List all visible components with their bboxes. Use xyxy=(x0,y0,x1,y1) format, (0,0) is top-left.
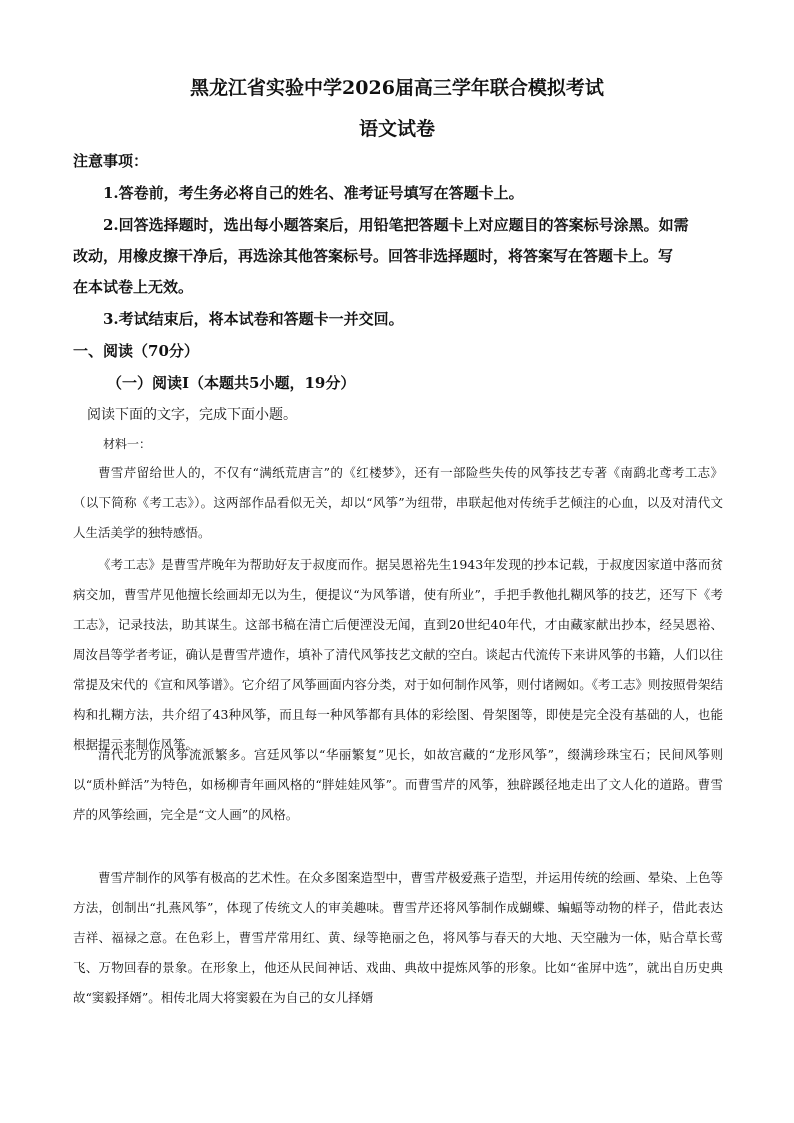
notice-item-2-line-1: 2.回答选择题时，选出每小题答案后，用铅笔把答题卡上对应题目的答案标号涂黑。如需 xyxy=(103,216,689,234)
passage-paragraph-1 xyxy=(73,458,723,548)
paragraph-text: 曹雪芹制作的风筝有极高的艺术性。在众多图案造型中，曹雪芹极爱燕子造型，并运用传统的绘画、晕染、上色等方法，创制出“扎燕风筝”，体现了传统文人的审美趣味。曹雪芹还将风筝制作成蝴蝶、蝙蝠等动物的样子，借此表达吉祥、福禄之意。在色彩上，曹雪芹常用红、黄、绿等艳丽之色，将风筝与春天的大地、天空融为一体，贴合草长莺飞、万物回春的景象。在形象上，他还从民间神话、戏曲、典故中提炼风筝的形象。比如“雀屏中选”，就出自历史典故“窦毅择婿”。相传北周大将窦毅在为自己的女儿择婿 xyxy=(73,870,724,1005)
notice-heading: 注意事项： xyxy=(73,152,149,170)
material-label: 材料一： xyxy=(103,437,152,451)
passage-paragraph-3 xyxy=(73,740,723,830)
reading-instruction: 阅读下面的文字，完成下面小题。 xyxy=(87,407,297,423)
exam-title: 黑龙江省实验中学2026届高三学年联合模拟考试 xyxy=(190,77,604,99)
passage-paragraph-4 xyxy=(73,863,723,1013)
passage-paragraph-2 xyxy=(73,550,723,760)
section-heading: 一、阅读（70分） xyxy=(73,342,199,360)
paragraph-text: 清代北方的风筝流派繁多。宫廷风筝以“华丽繁复”见长，如故宫藏的“龙形风筝”，缀满珍珠宝石；民间风筝则以“质朴鲜活”为特色，如杨柳青年画风格的“胖娃娃风筝”。而曹雪芹的风筝，独辟蹊径地走出了文人化的道路。曹雪芹的风筝绘画，完全是“文人画”的风格。 xyxy=(73,747,723,822)
paragraph-text: 《考工志》是曹雪芹晚年为帮助好友于叔度而作。据吴恩裕先生1943年发现的抄本记载，于叔度因家道中落而贫病交加，曹雪芹见他擅长绘画却无以为生，便提议“为风筝谱，使有所业”，手把手教他扎糊风筝的技艺，还写下《考工志》，记录技法，助其谋生。这部书稿在清亡后便湮没无闻，直到20世纪40年代，才由藏家献出抄本，经吴恩裕、周汝昌等学者考证，确认是曹雪芹遗作，填补了清代风筝技艺文献的空白。谈起古代流传下来讲风筝的书籍，人们以往常提及宋代的《宣和风筝谱》。它介绍了风筝画面内容分类，对于如何制作风筝，则付诸阙如。《考工志》则按照骨架结构和扎糊方法，共介绍了43种风筝，而且每一种风筝都有具体的彩绘图、骨架图等，即使是完全没有基础的人，也能根据提示来制作风筝。 xyxy=(73,557,724,752)
exam-subject-title: 语文试卷 xyxy=(358,118,435,140)
notice-item-1: 1.答卷前，考生务必将自己的姓名、准考证号填写在答题卡上。 xyxy=(103,184,524,202)
notice-item-3: 3.考试结束后，将本试卷和答题卡一并交回。 xyxy=(103,310,404,328)
notice-item-2-line-2: 改动，用橡皮擦干净后，再选涂其他答案标号。回答非选择题时，将答案写在答题卡上。写 xyxy=(73,247,674,265)
subsection-heading: （一）阅读Ⅰ（本题共5小题，19分） xyxy=(107,374,356,392)
notice-item-2-line-3: 在本试卷上无效。 xyxy=(73,278,194,296)
paragraph-text: 曹雪芹留给世人的，不仅有“满纸荒唐言”的《红楼梦》，还有一部险些失传的风筝技艺专著《南鹞北鸢考工志》（以下简称《考工志》）。这两部作品看似无关，却以“风筝”为纽带，串联起他对传统手艺倾注的心血，以及对清代文人生活美学的独特感悟。 xyxy=(73,465,723,540)
